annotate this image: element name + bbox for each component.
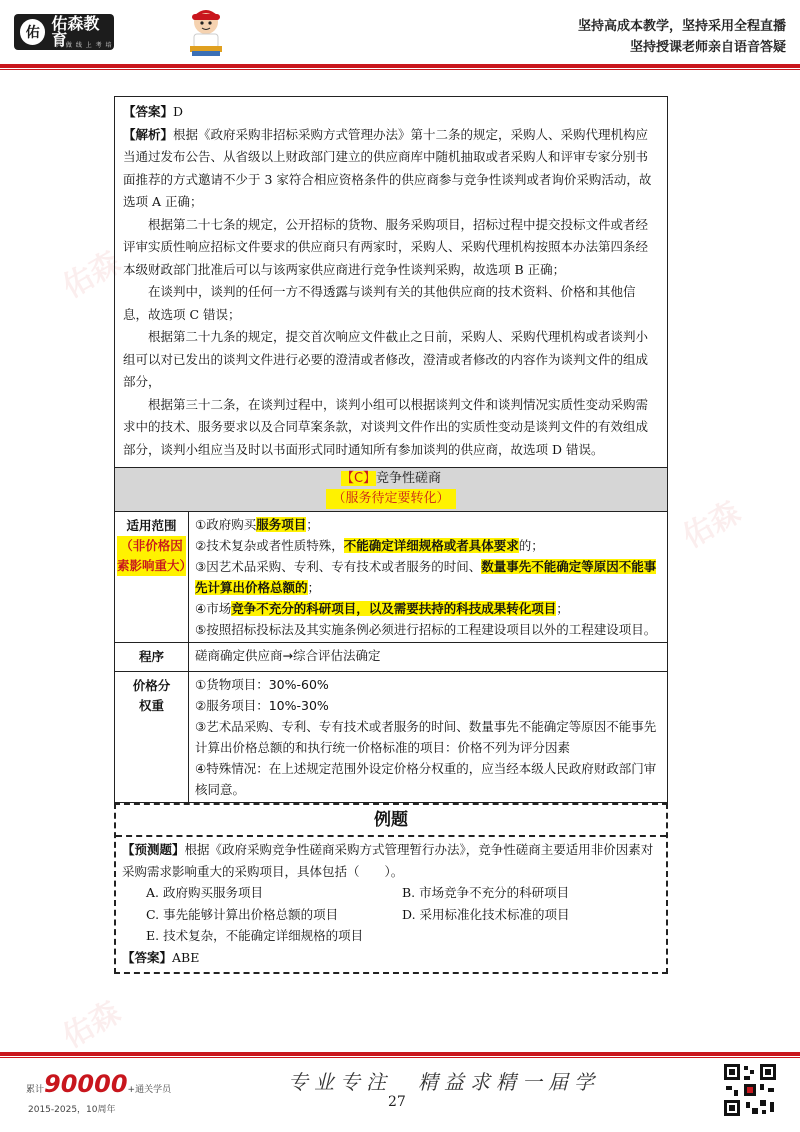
weight-item-3: ③艺术品采购、专利、专有技术或者服务的时间、数量事先不能确定等原因不能事先计算出价格总额的和执行统一价格标准的项目：价格不列为评分因素 — [195, 719, 657, 755]
anniversary-years: 2015-2025，10周年 — [28, 1105, 116, 1115]
weight-label-line-1: 价格分 — [132, 678, 171, 693]
scope-item-2 — [195, 535, 661, 556]
section-subtitle: （服务待定要转化） — [326, 489, 455, 509]
option-e: E. 技术复杂，不能确定详细规格的项目 — [146, 928, 364, 943]
stats-suffix: 通关学员 — [135, 1085, 172, 1095]
section-heading — [115, 469, 667, 489]
option-b: B. 市场竞争不充分的科研项目 — [402, 885, 570, 900]
answer-analysis — [114, 96, 668, 467]
scope-item-1 — [195, 514, 661, 535]
procedure-value: 磋商确定供应商→综合评估法确定 — [189, 643, 668, 672]
scope-item-4-text: ④市场 — [195, 601, 232, 616]
mascot-icon — [182, 6, 230, 58]
section-subtitle-row — [115, 489, 667, 509]
analysis-label: 【解析】 — [123, 126, 174, 142]
logo-mark: 佑 — [20, 19, 45, 45]
scope-item-2-highlight: 不能确定详细规格或者具体要求 — [343, 538, 519, 553]
analysis-paragraph-4: 根据第二十九条的规定，提交首次响应文件截止之日前，采购人、采购代理机构或者谈判小组可以对已发出的谈判文件进行必要的澄清或者修改，澄清或者修改的内容作为谈判文件的组成部分， — [123, 329, 649, 389]
weight-item-1: ①货物项目：30%-60% — [195, 677, 329, 692]
answer-value: D — [173, 104, 184, 119]
example-box — [114, 803, 668, 974]
section-title — [114, 467, 668, 511]
header-rule-thin — [0, 69, 800, 70]
footer-rule-thin — [0, 1057, 800, 1058]
section-name: 竞争性磋商 — [376, 471, 442, 486]
scope-item-1-text: ①政府购买 — [195, 517, 257, 532]
scope-item-2-text: ②技术复杂或者性质特殊， — [195, 538, 344, 553]
table-row — [115, 512, 668, 643]
option-d: D. 采用标准化技术标准的项目 — [402, 906, 570, 922]
scope-item-3 — [195, 556, 661, 598]
question-text: 根据《政府采购竞争性磋商采购方式管理暂行办法》，竞争性磋商主要适用非价因素对采购需求影响重大的采购项目，具体包括（ ）。 — [122, 842, 654, 879]
scope-item-1-highlight: 服务项目 — [256, 517, 307, 532]
footer-rule — [0, 1052, 800, 1056]
slogan-line-1: 坚持高成本教学，坚持采用全程直播 — [577, 19, 786, 34]
scope-item-3-text: ③因艺术品采购、专利、专有技术或者服务的时间、 — [195, 559, 482, 574]
table-row — [115, 672, 668, 803]
answer-label: 【答案】 — [123, 104, 174, 119]
section-tag: 【C】 — [340, 471, 377, 486]
scope-label — [115, 512, 193, 643]
scope-item-4-highlight: 竞争不充分的科研项目，以及需要扶持的科技成果转化项目 — [231, 601, 557, 616]
answer-line — [123, 101, 659, 124]
example-question — [122, 839, 660, 882]
page-header — [0, 0, 800, 62]
logo-text: 佑森教育 — [51, 14, 100, 49]
stats-plus: + — [127, 1085, 136, 1095]
table-row — [115, 643, 668, 672]
scope-item-5: ⑤按照招标投标法及其实施条例必须进行招标的工程建设项目以外的工程建设项目。 — [195, 622, 657, 637]
scope-item-3-end: ； — [307, 580, 321, 595]
analysis-text-1: 根据《政府采购非招标采购方式管理办法》第十二条的规定，采购人、采购代理机构应当通过发布公告、从省级以上财政部门建立的供应商库中随机抽取或者采购人和评审专家分别书面推荐的方式邀请不少于 3 家符合相应资格条件的供应商参与竞争性谈判或者询价采购活动，故选项 A 正确； — [123, 126, 652, 209]
scope-item-4-end: ； — [556, 601, 569, 616]
weight-item-4: ④特殊情况：在上述规定范围外设定价格分权重的，应当经本级人民政府财政部门审核同意。 — [195, 761, 657, 797]
stats-number: 90000 — [44, 1070, 128, 1098]
scope-item-1-end: ； — [306, 517, 319, 532]
option-c: C. 事先能够计算出价格总额的项目 — [146, 906, 339, 922]
header-rule — [0, 64, 800, 68]
example-body — [116, 837, 666, 972]
scope-label-note: （非价格因素影响重大） — [117, 536, 186, 576]
weight-label-line-2: 权重 — [138, 698, 164, 713]
example-title: 例题 — [116, 805, 666, 837]
page-number: 27 — [388, 1094, 406, 1110]
scope-label-text: 适用范围 — [126, 518, 177, 533]
spec-table — [114, 511, 668, 803]
qr-code-icon — [722, 1062, 778, 1118]
weight-item-2: ②服务项目：10%-30% — [195, 698, 329, 713]
slogan — [578, 16, 786, 58]
analysis-paragraph-3: 在谈判中，谈判的任何一方不得透露与谈判有关的其他供应商的技术资料、价格和其他信息，故选项 C 错误； — [123, 284, 636, 322]
scope-item-4 — [195, 598, 661, 619]
stats-prefix: 累计 — [26, 1085, 45, 1095]
analysis-paragraph-1 — [123, 124, 659, 214]
handwritten-motto: 专业专注 精益求精一届学 — [288, 1070, 600, 1094]
weight-content — [189, 672, 668, 803]
brand-logo — [14, 14, 114, 50]
logo-subtitle: 只 做 线 上 考 培 — [56, 42, 113, 49]
weight-label — [115, 672, 189, 803]
watermark-logo: 佑森 — [57, 244, 127, 306]
example-answer — [122, 947, 660, 969]
analysis-paragraph-2: 根据第二十七条的规定，公开招标的货物、服务采购项目，招标过程中提交投标文件或者经评审实质性响应招标文件要求的供应商只有两家时，采购人、采购代理机构按照本办法第四条经本级财政部门批准后可以与该两家供应商进行竞争性谈判采购，故选项 B 正确； — [123, 216, 649, 277]
procedure-label: 程序 — [115, 643, 189, 672]
scope-content — [189, 512, 668, 643]
watermark-logo: 佑森 — [57, 994, 127, 1056]
slogan-line-2: 坚持授课老师亲自语音答疑 — [629, 40, 786, 55]
scope-item-3-highlight: 数量事先不能确定等原因不能事先计算出价格总额的 — [195, 559, 657, 595]
example-answer-label: 【答案】 — [122, 949, 173, 965]
content-frame — [114, 96, 668, 974]
question-label: 【预测题】 — [122, 842, 185, 857]
example-answer-value: ABE — [172, 949, 200, 965]
analysis-paragraph-5: 根据第三十二条，在谈判过程中，谈判小组可以根据谈判文件和谈判情况实质性变动采购需求中的技术、服务要求以及合同草案条款，对谈判文件作出的实质性变动是谈判文件的有效组成部分，谈判小组应当及时以书面形式同时通知所有参加谈判的供应商，故选项 D 错误。 — [123, 396, 649, 457]
watermark-logo: 佑森 — [677, 494, 747, 556]
scope-item-2-end: 的； — [518, 538, 544, 553]
student-stats — [26, 1070, 172, 1115]
option-list — [122, 882, 660, 947]
option-a: A. 政府购买服务项目 — [146, 885, 263, 900]
